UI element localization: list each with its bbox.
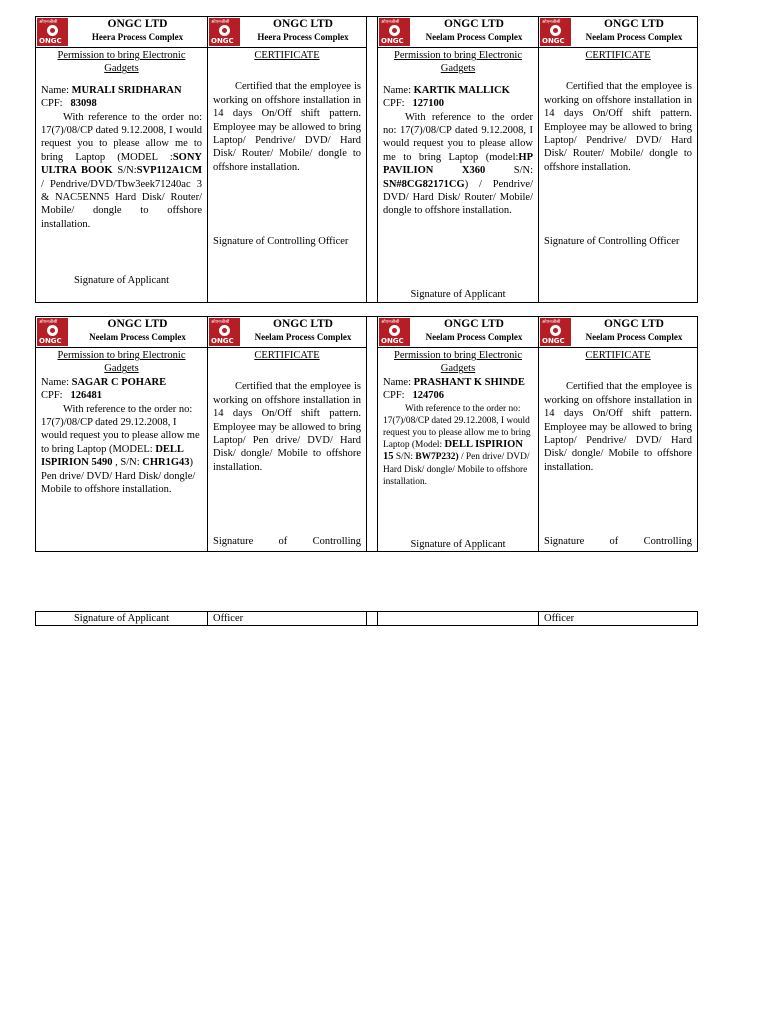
certificate-title: CERTIFICATE — [585, 350, 651, 361]
controlling-officer-signature: Signature of Controlling Officer — [544, 236, 680, 247]
applicant-name: Name: PRASHANT K SHINDE — [383, 376, 525, 388]
card-header — [378, 317, 538, 348]
company-name: ONGC LTD — [107, 318, 168, 330]
applicant-signature: Signature of Applicant — [410, 539, 506, 550]
applicant-signature: Signature of Applicant — [73, 275, 170, 286]
complex-name: Neelam Process Complex — [585, 332, 683, 342]
officer-label: Officer — [208, 612, 367, 625]
applicant-cpf: CPF: 126481 — [41, 390, 102, 402]
card-header — [208, 17, 366, 48]
card-header — [36, 317, 207, 348]
card-header — [378, 17, 538, 48]
applicant-cpf: CPF: 124706 — [383, 390, 444, 402]
applicant-signature: Signature of Applicant — [410, 289, 506, 300]
form-row-1 — [35, 16, 698, 303]
company-name: ONGC LTD — [273, 18, 333, 30]
form-row-2 — [35, 316, 698, 552]
empty-cell — [378, 612, 539, 625]
ongc-logo: ओएनजीसी ONGC — [379, 18, 410, 46]
certificate-card — [208, 17, 367, 302]
applicant-signature: Signature of Applicant — [36, 612, 208, 625]
request-text: With reference to the order no: 17(7)/08/CP dated 9.12.2008, I would request you to please allow me to bring Laptop (MODEL :SONY ULTRA BOOK S/N:SVP112A1CM / Pendrive/DVD/Tbw3eek71240ac 3 & NAC5ENN5 Hard Disk/ Router/ Mobile/ dongle to offshore installation. — [41, 111, 202, 230]
company-name: ONGC LTD — [444, 18, 504, 30]
ongc-logo: ओएनजीसी ONGC — [37, 318, 68, 346]
permission-card — [36, 17, 208, 302]
ongc-logo: ओएनजीसी ONGC — [379, 318, 410, 346]
permission-card — [378, 17, 539, 302]
company-name: ONGC LTD — [444, 318, 504, 330]
request-text: With reference to the order no: 17(7)/08/CP dated 29.12.2008, I would request you to please allow me to bring Laptop (MODEL: DELL ISPIRION 5490 , S/N: CHR1G43) Pen drive/ DVD/ Hard Disk/ dongle/ Mobile to offshore installation. — [41, 403, 200, 496]
ongc-logo: ओएनजीसी ONGC — [37, 18, 68, 46]
complex-name: Heera Process Complex — [257, 32, 349, 42]
permission-title: Permission to bring Electronic Gadgets — [393, 350, 523, 375]
signature-continuation-row — [35, 611, 698, 626]
controlling-officer-signature: Signature of Controlling — [213, 536, 361, 547]
spacer-column — [367, 17, 378, 302]
ongc-logo: ओएनजीसी ONGC — [540, 18, 571, 46]
applicant-cpf: CPF: 83098 — [41, 98, 97, 110]
complex-name: Heera Process Complex — [91, 32, 184, 42]
card-header — [539, 17, 697, 48]
spacer-column — [367, 317, 378, 551]
company-name: ONGC LTD — [604, 318, 664, 330]
certificate-text: Certified that the employee is working on offshore installation in 14 days On/Off shift pattern. Employee may be allowed to bring Laptop/ Pendrive/ DVD/ Hard Disk/ Router/ Mobile/ dongle to offshore installation. — [544, 81, 692, 173]
certificate-card — [208, 317, 367, 551]
applicant-name: Name: SAGAR C POHARE — [41, 376, 167, 388]
complex-name: Neelam Process Complex — [89, 332, 186, 342]
controlling-officer-signature: Signature of Controlling — [544, 536, 692, 547]
permission-title: Permission to bring Electronic Gadgets — [57, 50, 186, 75]
ongc-logo: ओएनजीसी ONGC — [209, 18, 240, 46]
applicant-name: Name: KARTIK MALLICK — [383, 84, 510, 96]
permission-title: Permission to bring Electronic Gadgets — [57, 350, 186, 375]
card-header — [208, 317, 366, 348]
complex-name: Neelam Process Complex — [254, 332, 352, 342]
certificate-card — [539, 17, 697, 302]
request-text: With reference to the order no: 17(7)/08/CP dated 29.12.2008, I would request you to please allow me to bring Laptop (Model: DELL ISPIRION 15 S/N: BW7P232) / Pen drive/ DVD/ Hard Disk/ dongle/ Mobile to offshore installation. — [383, 403, 531, 487]
complex-name: Neelam Process Complex — [425, 32, 523, 42]
applicant-cpf: CPF: 127100 — [383, 98, 444, 110]
certificate-title: CERTIFICATE — [254, 350, 320, 361]
controlling-officer-signature: Signature of Controlling Officer — [213, 236, 349, 247]
officer-label: Officer — [544, 613, 575, 624]
complex-name: Neelam Process Complex — [425, 332, 523, 342]
applicant-name: Name: MURALI SRIDHARAN — [41, 84, 182, 96]
company-name: ONGC LTD — [604, 18, 664, 30]
request-text: With reference to the order no: 17(7)/08/CP dated 9.12.2008, I would request you to please allow me to bring Laptop (model:HP PAVILION X360 S/N: SN#8CG82171CG) / Pendrive/ DVD/ Hard Disk/ Router/ Mobile/ dongle to offshore installation. — [383, 111, 533, 217]
company-name: ONGC LTD — [107, 18, 168, 30]
permission-title: Permission to bring Electronic Gadgets — [393, 50, 523, 75]
ongc-logo: ओएनजीसी ONGC — [209, 318, 240, 346]
certificate-title: CERTIFICATE — [585, 50, 651, 61]
certificate-card — [539, 317, 697, 551]
spacer-column — [367, 612, 378, 625]
ongc-logo: ओएनजीसी ONGC — [540, 318, 571, 346]
certificate-text: Certified that the employee is working on offshore installation in 14 days On/Off shift pattern. Employee may be allowed to bring Laptop/ Pen drive/ DVD/ Hard Disk/ dongle/ Mobile to offshore installation. — [213, 381, 361, 473]
certificate-text: Certified that the employee is working on offshore installation in 14 days On/Off shift pattern. Employee may be allowed to bring Laptop/ Pendrive/ DVD/ Hard Disk/ Router/ Mobile/ dongle to offshore installation. — [213, 81, 361, 173]
permission-card — [378, 317, 539, 551]
certificate-text: Certified that the employee is working on offshore installation in 14 days On/Off shift pattern. Employee may be allowed to bring Laptop/ Pendrive/ DVD/ Hard Disk/ dongle/ Mobile to offshore installation. — [544, 381, 692, 473]
company-name: ONGC LTD — [273, 318, 333, 330]
card-header — [539, 317, 697, 348]
permission-card — [36, 317, 208, 551]
card-header — [36, 17, 207, 48]
certificate-title: CERTIFICATE — [254, 50, 320, 61]
complex-name: Neelam Process Complex — [585, 32, 683, 42]
